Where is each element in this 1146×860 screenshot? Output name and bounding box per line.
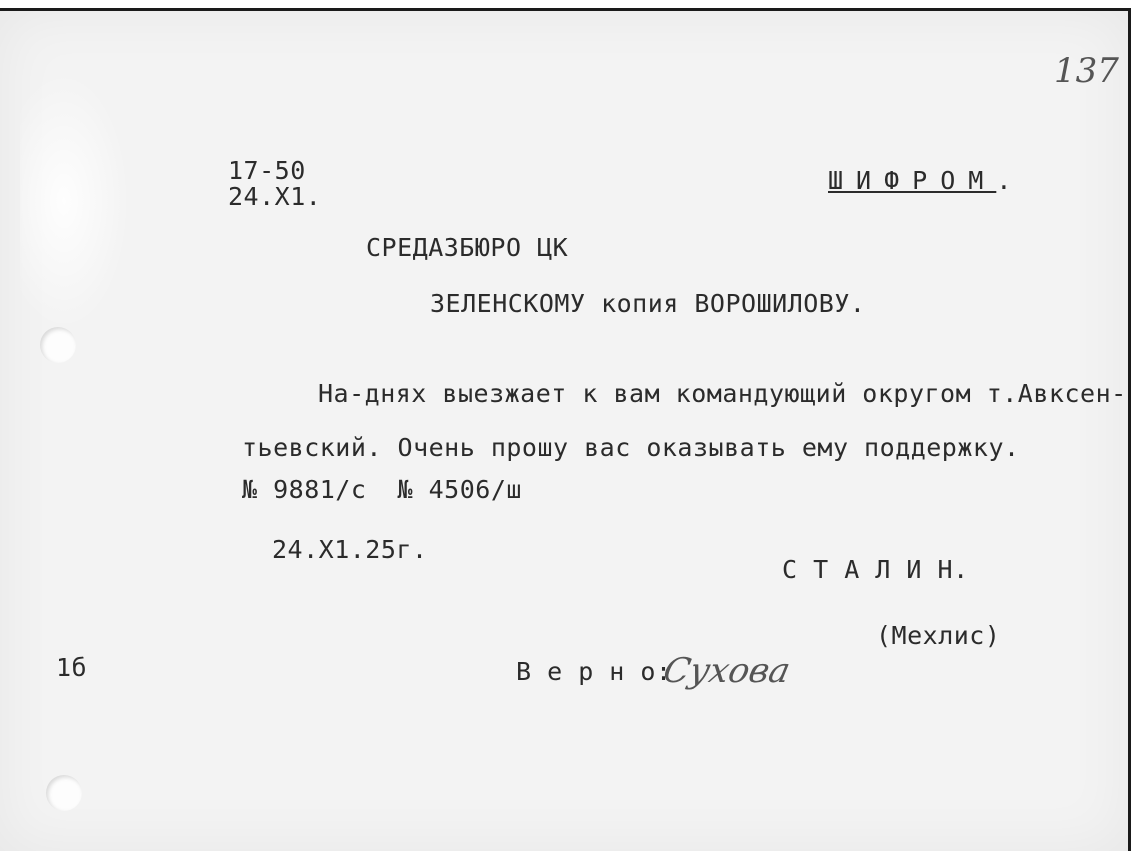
signature-stalin: С Т А Л И Н. bbox=[782, 555, 969, 584]
mehlis: (Мехлис) bbox=[876, 621, 1001, 650]
punch-hole-top bbox=[40, 327, 76, 363]
cipher-mark-text: ШИФРОМ bbox=[828, 166, 997, 195]
cipher-mark bbox=[828, 166, 1012, 195]
message-numbers: № 9881/с № 4506/ш bbox=[242, 475, 522, 504]
document-sheet bbox=[0, 8, 1131, 851]
addressee-line-1: СРЕДАЗБЮРО ЦК bbox=[366, 233, 569, 262]
paper-crease bbox=[20, 71, 130, 331]
header-time: 17-50 bbox=[228, 156, 306, 185]
cipher-mark-end: . bbox=[996, 166, 1012, 195]
archive-page-number: 137 bbox=[1054, 51, 1119, 91]
date-line: 24.X1.25г. bbox=[272, 535, 428, 564]
verno-handwritten-signature: Сухова bbox=[659, 651, 794, 691]
verno-label: В е р н о: bbox=[516, 657, 672, 686]
margin-mark: 1б bbox=[56, 653, 88, 682]
punch-hole-bottom bbox=[46, 775, 82, 811]
body-line-2: тьевский. Очень прошу вас оказывать ему поддержку. bbox=[242, 433, 1020, 462]
header-date: 24.X1. bbox=[228, 182, 322, 211]
body-line-1: На-днях выезжает к вам командующий округом т.Авксен- bbox=[318, 379, 1127, 408]
addressee-line-2: ЗЕЛЕНСКОМУ копия ВОРОШИЛОВУ. bbox=[430, 289, 866, 318]
